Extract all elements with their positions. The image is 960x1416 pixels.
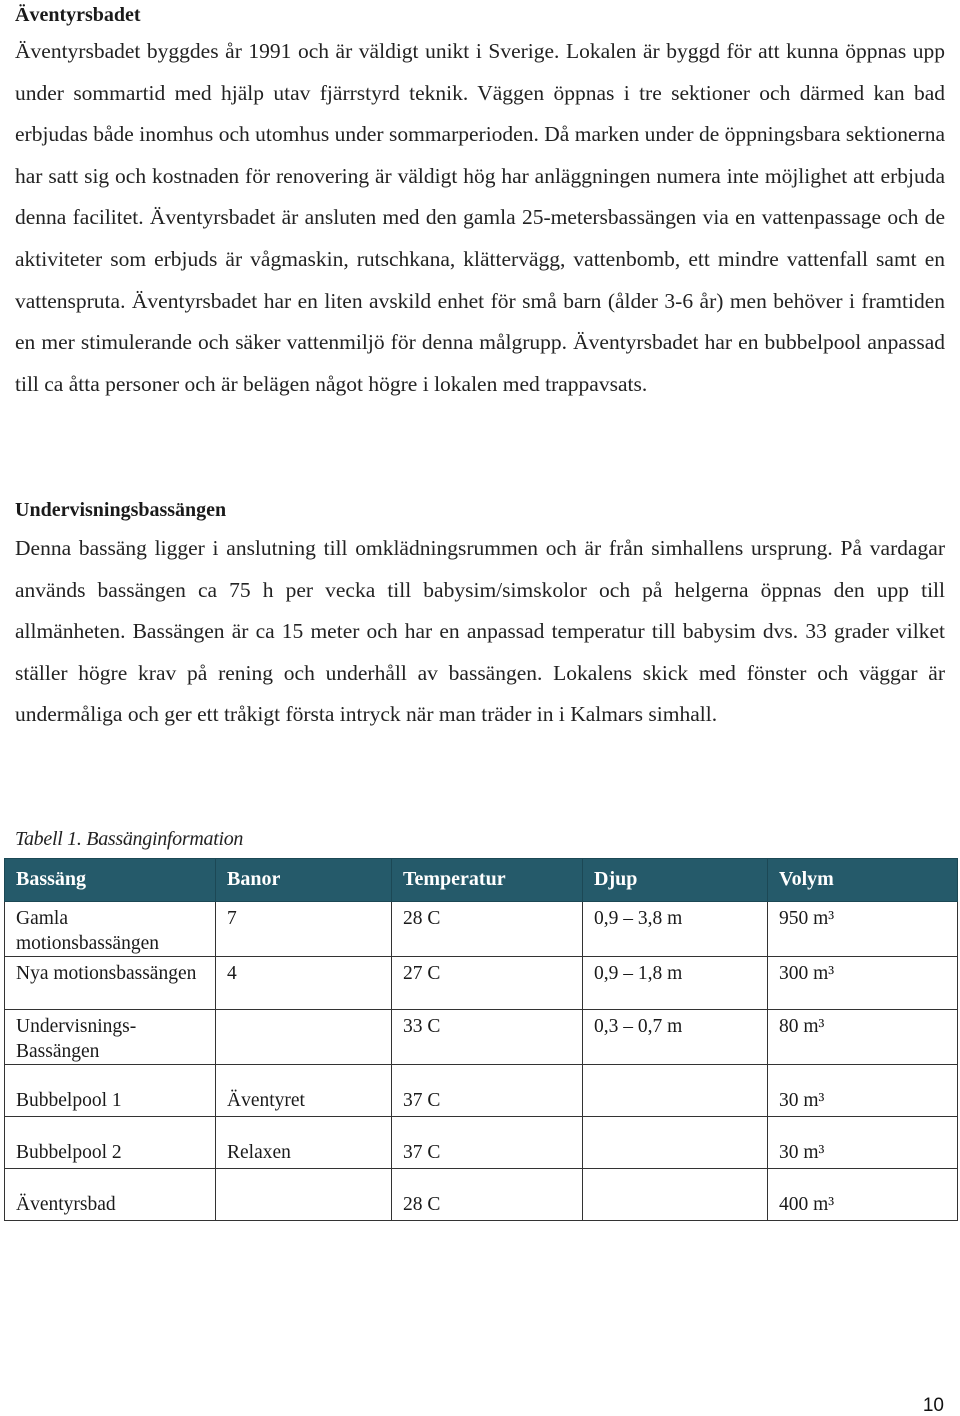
table-cell: Bubbelpool 2: [5, 1117, 216, 1169]
table-cell: 27 C: [392, 957, 583, 1010]
table-caption: Tabell 1. Bassänginformation: [15, 828, 244, 850]
table-row: [5, 902, 958, 957]
column-header-djup: Djup: [583, 859, 768, 902]
table-cell: 28 C: [392, 1169, 583, 1221]
table-cell: 37 C: [392, 1117, 583, 1169]
column-header-bassang: Bassäng: [5, 859, 216, 902]
section-heading-aventyrsbadet: Äventyrsbadet: [15, 4, 141, 26]
table-cell: 30 m³: [768, 1065, 958, 1117]
table-cell: 7: [216, 902, 392, 957]
table-row: [5, 957, 958, 1010]
table-cell: 0,9 – 3,8 m: [583, 902, 768, 957]
table-cell: 300 m³: [768, 957, 958, 1010]
table-cell: 0,9 – 1,8 m: [583, 957, 768, 1010]
table-cell: Undervisnings-Bassängen: [5, 1010, 216, 1065]
section-body-undervisningsbassangen: Denna bassäng ligger i anslutning till omklädningsrummen och är från simhallens ursprung. På vardagar används bassängen ca 75 h per vecka till babysim/simskolor och på helgerna öppnas den upp till allmänheten. Bassängen är ca 15 meter och har en anpassad temperatur till babysim dvs. 33 grader vilket ställer högre krav på rening och underhåll av bassängen. Lokalens skick med fönster och väggar är undermåliga och ger ett tråkigt första intryck när man träder in i Kalmars simhall.: [15, 536, 945, 727]
table-cell: 0,3 – 0,7 m: [583, 1010, 768, 1065]
table-cell: 950 m³: [768, 902, 958, 957]
column-header-temperatur: Temperatur: [392, 859, 583, 902]
table-cell: Bubbelpool 1: [5, 1065, 216, 1117]
table-cell: 28 C: [392, 902, 583, 957]
table-row: [5, 1010, 958, 1065]
table-cell: Äventyret: [216, 1065, 392, 1117]
column-header-banor: Banor: [216, 859, 392, 902]
page-number: 10: [922, 1395, 944, 1416]
table-cell: 80 m³: [768, 1010, 958, 1065]
table-row: [5, 1065, 958, 1117]
table-cell: 33 C: [392, 1010, 583, 1065]
pool-info-table: [4, 858, 958, 1221]
table-row: [5, 1169, 958, 1221]
table-cell: Nya motionsbassängen: [5, 957, 216, 1010]
column-header-volym: Volym: [768, 859, 958, 902]
table-row: [5, 1117, 958, 1169]
table-cell: 4: [216, 957, 392, 1010]
table-cell: Gamla motionsbassängen: [5, 902, 216, 957]
table-cell: 37 C: [392, 1065, 583, 1117]
table-cell: [583, 1169, 768, 1221]
table-header-row: [5, 859, 958, 902]
table-cell: [583, 1117, 768, 1169]
table-cell: [216, 1169, 392, 1221]
table-cell: 30 m³: [768, 1117, 958, 1169]
table-cell: [216, 1010, 392, 1065]
table-cell: [583, 1065, 768, 1117]
table-cell: 400 m³: [768, 1169, 958, 1221]
section-heading-undervisningsbassangen: Undervisningsbassängen: [15, 499, 227, 521]
table-cell: Relaxen: [216, 1117, 392, 1169]
section-body-aventyrsbadet: Äventyrsbadet byggdes år 1991 och är väldigt unikt i Sverige. Lokalen är byggd för att kunna öppnas upp under sommartid med hjälp utav fjärrstyrd teknik. Väggen öppnas i tre sektioner och därmed kan bad erbjudas både inomhus och utomhus under sommarperioden. Då marken under de öppningsbara sektionerna har satt sig och kostnaden för renovering är väldigt hög har anläggningen numera inte möjlighet att erbjuda denna facilitet. Äventyrsbadet är ansluten med den gamla 25-metersbassängen via en vattenpassage och de aktiviteter som erbjuds är vågmaskin, rutschkana, klättervägg, vattenbomb, ett mindre vattenfall samt en vattenspruta. Äventyrsbadet har en liten avskild enhet för små barn (ålder 3-6 år) men behöver i framtiden en mer stimulerande och säker vattenmiljö för denna målgrupp. Äventyrsbadet har en bubbelpool anpassad till ca åtta personer och är belägen något högre i lokalen med trappavsats.: [15, 39, 945, 396]
table-cell: Äventyrsbad: [5, 1169, 216, 1221]
